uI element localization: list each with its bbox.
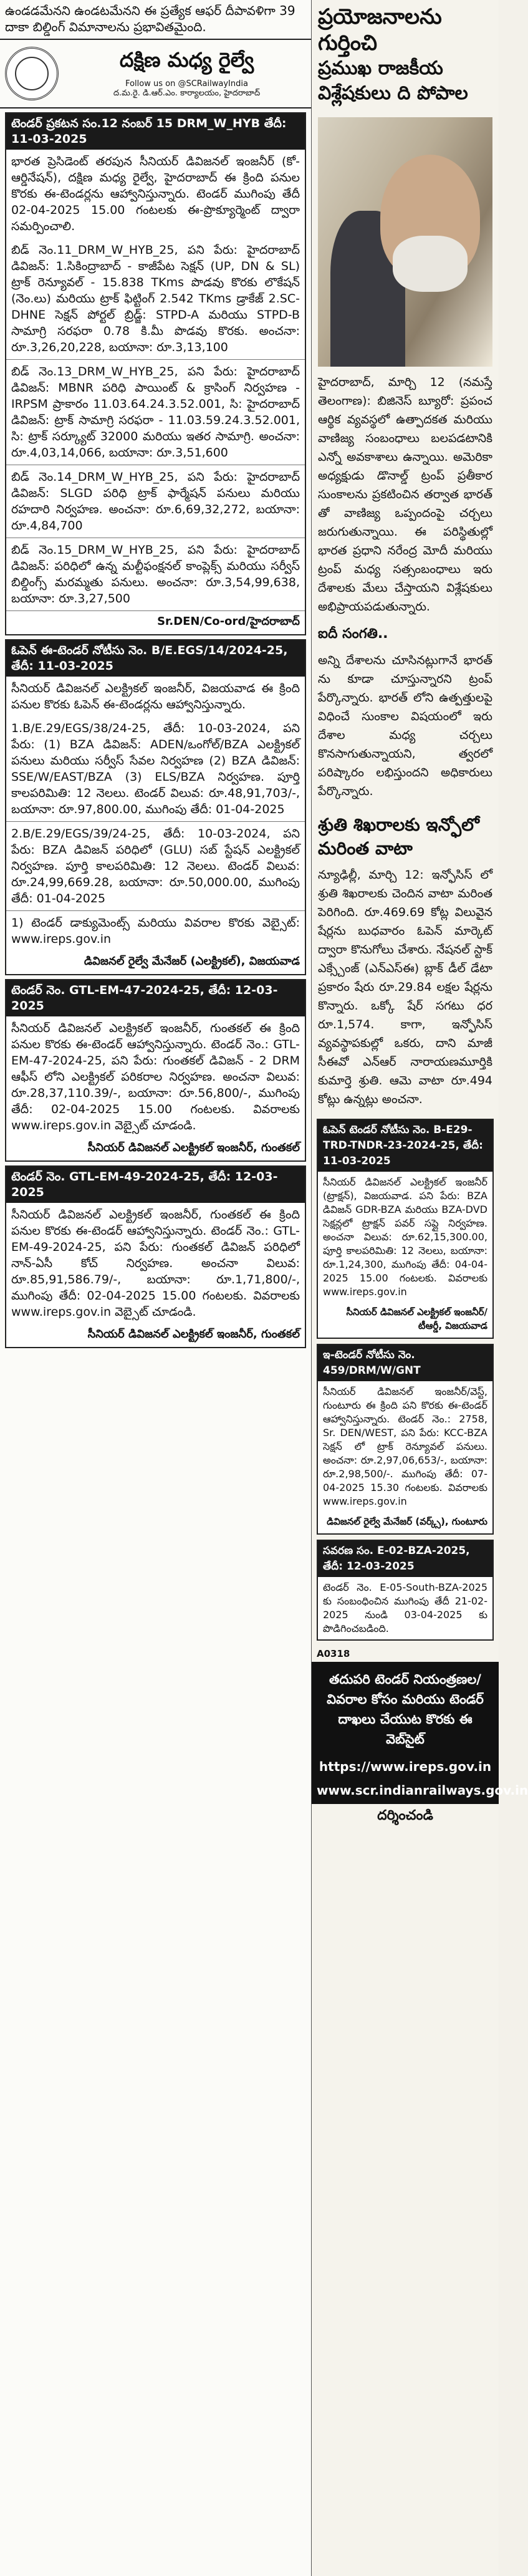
tender-heading: టెండర్ నెం. GTL-EM-47-2024-25, తేదీ: 12-03-2025 — [6, 980, 305, 1016]
tender-heading: ఓపెన్ ఈ-టెండర్ నోటీసు నెం. B/E.EGS/14/2024-25, తేదీ: 11-03-2025 — [6, 640, 305, 677]
tender-heading: సవరణ సం. E-02-BZA-2025, తేదీ: 12-03-2025 — [318, 1541, 492, 1577]
news2-body: న్యూఢిల్లీ, మార్చి 12: ఇన్ఫోసిస్ లో శ్రుతి శిఖరాలకు చెందిన వాటా మరింత పెరిగింది. రూ.469.69 కోట్ల విలువైన షేర్లను బుధవారం ఓపెన్ మార్కెట్ ద్వారా కొనుగోలు చేశారు. నేషనల్ స్టాక్ ఎక్స్చేంజ్ (ఎన్ఎస్ఈ) బ్లాక్ డీల్ డేటా ప్రకారం షేరు రూ.29.84 లక్షల షేర్లను కొన్నారు. ఒక్కో షేర్ సగటు ధర రూ.1,574. కాగా, ఇన్ఫోసిస్ వ్యవస్థాపకుల్లో ఒకరు, దాని మాజీ సీఈవో ఎన్ఆర్ నారాయణమూర్తికి కుమార్తె శ్రుతి. ఆమె వాటా రూ.494 కోట్లు ఉన్నట్లు అంచనా. — [318, 868, 492, 1106]
tender-heading: ఇ-టెండర్ నోటీసు నెం. 459/DRM/W/GNT — [318, 1345, 492, 1381]
news-column — [312, 0, 528, 2576]
footer-url-scr[interactable]: www.scr.indianrailways.gov.in — [312, 1780, 499, 1804]
news2-title: శ్రుతి శిఖరాలకు ఇన్ఫోలో మరింత వాటా — [318, 814, 479, 859]
railway-subtitle: ద.మ.రై. డి.ఆర్.ఎం. కార్యాలయం, హైదరాబాద్ — [113, 88, 261, 98]
ad-code: A0318 — [317, 1648, 350, 1659]
tender-heading: ఓపెన్ టెండర్ నోటీసు నెం. B-E29-TRD-TNDR-23-2024-25, తేదీ: 11-03-2025 — [318, 1120, 492, 1172]
tender-signature: సీనియర్ డివిజనల్ ఎలక్ట్రికల్ ఇంజనీర్, గుంతకల్ — [87, 1328, 300, 1341]
footer-visit: దర్శించండి — [377, 1808, 433, 1823]
tender-description: సీనియర్ డివిజనల్ ఎలక్ట్రికల్ ఇంజనీర్, గుంతకల్ ఈ క్రింది పనుల కొరకు ఈ-టెండర్ ఆహ్వానిస్తున్నారు. టెండర్ నెం.: GTL-EM-47-2024-25, పని పేరు: గుంతకల్ డివిజన్ - 2 DRM ఆఫీస్ లోని ఎలక్ట్రికల్ పరికరాల నిర్వహణ. అంచనా విలువ: రూ.28,37,110.39/-, బయానా: రూ.56,800/-, ముగింపు తేదీ: 02-04-2025 15.00 గంటలకు. వివరాలకు www.ireps.gov.in వెబ్సైట్ చూడండి. — [11, 1021, 300, 1132]
article-body: హైదరాబాద్, మార్చి 12 (నమస్తే తెలంగాణ): బిజినెస్ బ్యూరో: ప్రపంచ ఆర్థిక వ్యవస్థలో ఉత్పాదకత మరియు వాణిజ్య సంబంధాలు బలపడటానికి ఎన్నో అవకాశాలు ఉన్నాయి. అమెరికా అధ్యక్షుడు డొనాల్డ్ ట్రంప్ ప్రతీకార సుంకాలను ప్రకటించిన తర్వాత భారత్ తో వాణిజ్య ఒప్పందంపై చర్చలు జరుగుతున్నాయి. ఈ పరిస్థితుల్లో భారత ప్రధాని నరేంద్ర మోదీ మరియు ట్రంప్ మధ్య సత్సంబంధాలు ఇరు దేశాలకు మేలు చేస్తాయని విశ్లేషకులు అభిప్రాయపడుతున్నారు. — [318, 375, 492, 614]
tender-notice-3 — [5, 979, 306, 1162]
tender-item: 2.B/E.29/EGS/39/24-25, తేదీ: 10-03-2024, పని పేరు: BZA డివిజన్ పరిధిలో (GLU) సబ్ స్టేషన్ ఎలక్ట్రికల్ నిర్వహణ. పూర్తి కాలపరిమితి: 12 నెలలు. టెండర్ విలువ: రూ.24,99,669.28, బయానా: రూ.50,000.00, ముగింపు తేదీ: 01-04-2025 — [6, 822, 305, 911]
news-photo — [318, 117, 492, 367]
footer-url-ireps[interactable]: https://www.ireps.gov.in — [312, 1757, 499, 1780]
tender-notice-1 — [5, 112, 306, 635]
tender-signature: సీనియర్ డివిజనల్ ఎలక్ట్రికల్ ఇంజనీర్, గుంతకల్ — [87, 1141, 300, 1154]
tender-item: 1.B/E.29/EGS/38/24-25, తేదీ: 10-03-2024, పని పేరు: (1) BZA డివిజన్: ADEN/ఒంగోల్/BZA ఎలక్ట్రికల్ పనులు మరియు సర్వీస్ సేవల నిర్వహణ (2) BZA డివిజన్: SSE/W/EAST/BZA (3) ELS/BZA నిర్వహణ. పూర్తి కాలపరిమితి: 12 నెలలు. టెండర్ విలువ: రూ.48,91,703/-, బయానా: రూ.97,800.00, ముగింపు తేదీ: 01-04-2025 — [6, 716, 305, 822]
footer-heading: తదుపరి టెండర్ నియంత్రణల/వివరాల కోసం మరియు టెండర్ దాఖలు చేయుట కొరకు ఈ వెబ్‌సైట్ — [312, 1662, 499, 1757]
tender-description: సీనియర్ డివిజనల్ ఇంజనీర్/వెస్ట్, గుంటూరు ఈ క్రింది పని కొరకు ఈ-టెండర్ ఆహ్వానిస్తున్నారు. టెండర్ నెం.: 2758, Sr. DEN/WEST, పని పేరు: KCC-BZA సెక్షన్ లో ట్రాక్ రెన్యూవల్ పనులు. అంచనా: రూ.2,97,06,653/-, బయానా: రూ.2,98,500/-. ముగింపు తేదీ: 07-04-2025 15.30 గంటలకు. వివరాలకు www.ireps.gov.in — [323, 1386, 487, 1507]
tender-notice-2 — [5, 639, 306, 975]
tender-heading: టెండర్ నెం. GTL-EM-49-2024-25, తేదీ: 12-03-2025 — [6, 1167, 305, 1203]
tender-signature: డివిజనల్ రైల్వే మేనేజర్ (ఎలక్ట్రికల్), విజయవాడ — [84, 955, 300, 968]
right-tender-1 — [317, 1119, 494, 1339]
tender-description: టెండర్ నెం. E-05-South-BZA-2025 కు సంబంధించిన ముగింపు తేదీ 21-02-2025 నుండి 03-04-2025 కు పొడిగించబడింది. — [323, 1581, 487, 1634]
tender-signature: Sr.DEN/Co-ord/హైదరాబాద్ — [157, 615, 300, 628]
railway-follow: Follow us on @SCRailwayIndia — [125, 79, 248, 89]
tender-signature: డివిజనల్ రైల్వే మేనేజర్ (వర్క్స్), గుంటూరు — [327, 1516, 487, 1527]
tender-description: సీనియర్ డివిజనల్ ఎలక్ట్రికల్ ఇంజనీర్ (ట్రాక్షన్), విజయవాడ. పని పేరు: BZA డివిజన్ GDR-BZA మరియు BZA-DVD సెక్షన్లలో ట్రాక్షన్ పవర్ సప్లై నిర్వహణ. అంచనా విలువ: రూ.62,15,300.00, పూర్తి కాలపరిమితి: 12 నెలలు, బయానా: రూ.1,24,300, ముగింపు తేదీ: 04-04-2025 15.00 గంటలకు. వివరాలకు www.ireps.gov.in — [323, 1176, 487, 1298]
article-subhead: ఐదీ సంగతి.. — [318, 626, 388, 642]
tender-heading: టెండర్ ప్రకటన సం.12 నంబర్ 15 DRM_W_HYB తేదీ: 11-03-2025 — [6, 113, 305, 150]
headline-sub2: విశ్లేషకులు ది పోపాల — [318, 82, 468, 104]
tender-signature: సీనియర్ డివిజనల్ ఎలక్ట్రికల్ ఇంజనీర్/టీఆర్డీ, విజయవాడ — [346, 1306, 487, 1331]
tender-description: సీనియర్ డివిజనల్ ఎలక్ట్రికల్ ఇంజనీర్, విజయవాడ ఈ క్రింది పనుల కొరకు ఓపెన్ ఈ-టెండర్లను ఆహ్వానిస్తున్నారు. — [11, 682, 300, 712]
tender-item: బిడ్ నెం.13_DRM_W_HYB_25, పని పేరు: హైదరాబాద్ డివిజన్: MBNR పరిధి పాయింట్ & క్రాసింగ్ నిర్వహణ - IRPSM ప్రాకారం 11.03.64.24.3.52.001, సి: హైదరాబాద్ డివిజన్: ట్రాక్ సామాగ్రి సరఫరా - 11.03.59.24.3.52.001, సి: ట్రాక్ సర్క్యూట్ 32000 మరియు ఇతర సామాగ్రి. అంచనా: రూ.4,03,14,066, బయానా: రూ.3,51,600 — [6, 360, 305, 465]
intro-text: ఉండడమేనని ఉండటమేనని ఈ ప్రత్యేక ఆఫర్ దీపావళిగా 39 దాకా బిల్డింగ్ విమానాలను ప్రభావితమైంది. — [0, 0, 311, 40]
tender-item: బిడ్ నెం.15_DRM_W_HYB_25, పని పేరు: హైదరాబాద్ డివిజన్: పరిధిలో ఉన్న మల్టీఫంక్షనల్ కాంప్లెక్స్ మరియు సర్వీస్ బిల్డింగ్స్ మరమ్మతు పనులు. అంచనా: రూ.3,54,99,638, బయానా: రూ.3,27,500 — [6, 538, 305, 611]
article-body-2: అన్ని దేశాలను చూసినట్లుగానే భారత్ ను కూడా చూస్తున్నారని ట్రంప్ పేర్కొన్నారు. భారత్ లోని ఉత్పత్తులపై విధించే సుంకాల విషయంలో ఇరు దేశాల మధ్య చర్చలు కొనసాగుతున్నాయని, త్వరలో పరిష్కారం లభిస్తుందని అధికారులు పేర్కొన్నారు. — [318, 654, 492, 798]
headline-sub: ప్రముఖ రాజకీయ — [318, 57, 443, 79]
railway-header — [0, 40, 311, 109]
tender-notice-4 — [5, 1165, 306, 1348]
tender-item: బిడ్ నెం.14_DRM_W_HYB_25, పని పేరు: హైదరాబాద్ డివిజన్: SLGD పరిధి ట్రాక్ ఫార్మేషన్ పనులు మరియు రహదారి నిర్వహణ. అంచనా: రూ.6,69,32,272, బయానా: రూ.4,84,700 — [6, 465, 305, 538]
right-tender-2 — [317, 1344, 494, 1535]
tender-item: బిడ్ నెం.11_DRM_W_HYB_25, పని పేరు: హైదరాబాద్ డివిజన్: 1.సికింద్రాబాద్ - కాజీపేట సెక్షన్ (UP, DN & SL) ట్రాక్ రెన్యూవల్ - 15.838 TKms పొడవు కొరకు లొకేషన్ (నెం.లు) మరియు ట్రాక్ ఫిట్టింగ్ 2.542 TKms డ్రాకేజ్ 2.SC-DHNE సెక్షన్ పోర్టల్ బ్రిడ్జ్: STPD-A మరియు STPD-B సామాగ్రి సరఫరా 0.78 కి.మీ పొడవు కొరకు. అంచనా: రూ.3,26,20,228, బయానా: రూ.3,13,100 — [6, 238, 305, 360]
tender-note: 1) టెండర్ డాక్యుమెంట్స్ మరియు వివరాల కొరకు వెబ్సైట్: www.ireps.gov.in — [11, 916, 300, 946]
railway-title: దక్షిణ మధ్య రైల్వే — [119, 47, 254, 72]
headline-top: ప్రయోజనాలను గుర్తించి — [318, 4, 442, 55]
tender-description: సీనియర్ డివిజనల్ ఎలక్ట్రికల్ ఇంజనీర్, గుంతకల్ ఈ క్రింది పనుల కొరకు ఈ-టెండర్ ఆహ్వానిస్తున్నారు. టెండర్ నెం.: GTL-EM-49-2024-25, పని పేరు: గుంతకల్ డివిజన్ పరిధిలో నాన్-ఏసీ కోచ్ నిర్వహణ. అంచనా విలువ: రూ.85,91,586.79/-, బయానా: రూ.1,71,800/-, ముగింపు తేదీ: 02-04-2025 15.00 గంటలకు. వివరాలకు www.ireps.gov.in వెబ్సైట్ చూడండి. — [11, 1208, 300, 1319]
right-tender-3 — [317, 1540, 494, 1641]
tender-description: భారత ప్రెసిడెంట్ తరపున సీనియర్ డివిజనల్ ఇంజనీర్ (కో-ఆర్డినేషన్), దక్షిణ మధ్య రైల్వే, హైదరాబాద్ ఈ క్రింది పనుల కొరకు ఈ-టెండర్లను ఆహ్వానిస్తున్నారు. టెండర్ ముగింపు తేదీ 02-04-2025 15.00 గంటలకు ఈ-ప్రొక్యూర్మెంట్ ద్వారా సమర్పించాలి. — [11, 155, 300, 233]
railway-logo-icon — [5, 47, 59, 100]
